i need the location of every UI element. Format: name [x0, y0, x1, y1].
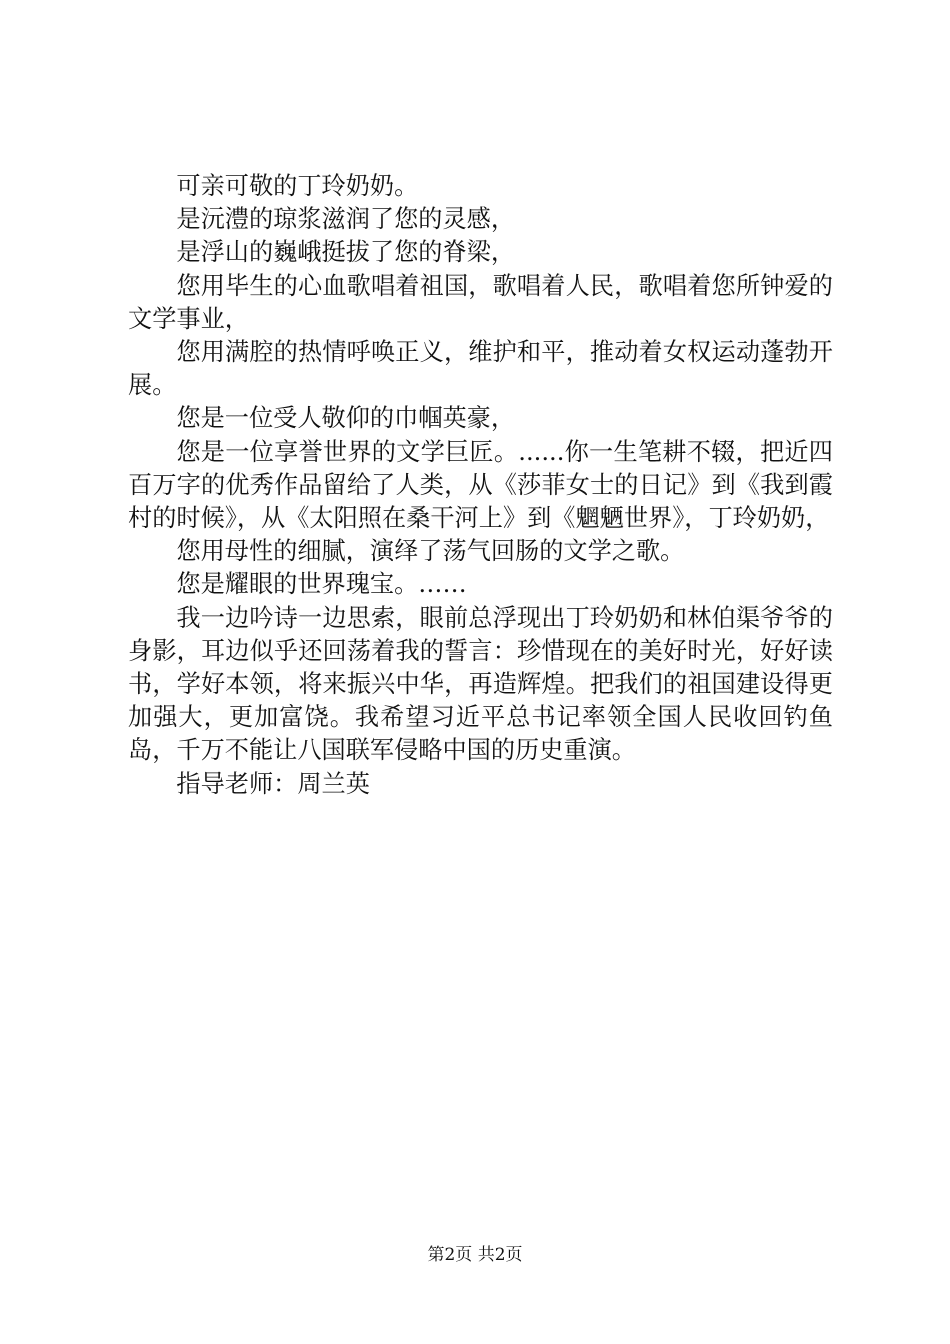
document-body — [128, 170, 833, 801]
paragraph-motherly: 您用母性的细腻，演绎了荡气回肠的文学之歌。 — [176, 537, 685, 566]
paragraph-teacher: 指导老师：周兰英 — [176, 769, 370, 798]
paragraph-inspiration: 是沅澧的琼浆滋润了您的灵感， — [176, 205, 516, 234]
page-footer: 第2页 共2页 — [427, 1245, 523, 1265]
paragraph-justice: 您用满腔的热情呼唤正义，维护和平，推动着女权运动蓬勃开展。 — [128, 338, 833, 400]
paragraph-reflection: 我一边吟诗一边思索，眼前总浮现出丁玲奶奶和林伯渠爷爷的身影，耳边似乎还回荡着我的誓言：珍惜现在的美好时光，好好读书，学好本领，将来振兴中华，再造辉煌。把我们的祖国建设得更加强大，更加富饶。我希望习近平总书记率领全国人民收回钓鱼岛，千万不能让八国联军侵略中国的历史重演。 — [128, 603, 833, 765]
paragraph-singing: 您用毕生的心血歌唱着祖国，歌唱着人民，歌唱着您所钟爱的文学事业， — [128, 271, 833, 333]
paragraph-greeting: 可亲可敬的丁玲奶奶。 — [176, 172, 419, 200]
paragraph-heroine: 您是一位受人敬仰的巾帼英豪， — [176, 404, 516, 433]
paragraph-literary-master: 您是一位享誉世界的文学巨匠。......你一生笔耕不辍，把近四百万字的优秀作品留给了人类，从《莎菲女士的日记》到《我到霞村的时候》，从《太阳照在桑干河上》到《魍魉世界》，丁玲奶奶， — [128, 437, 833, 533]
paragraph-backbone: 是浮山的巍峨挺拔了您的脊梁， — [176, 238, 516, 267]
paragraph-treasure: 您是耀眼的世界瑰宝。…… — [176, 570, 467, 599]
